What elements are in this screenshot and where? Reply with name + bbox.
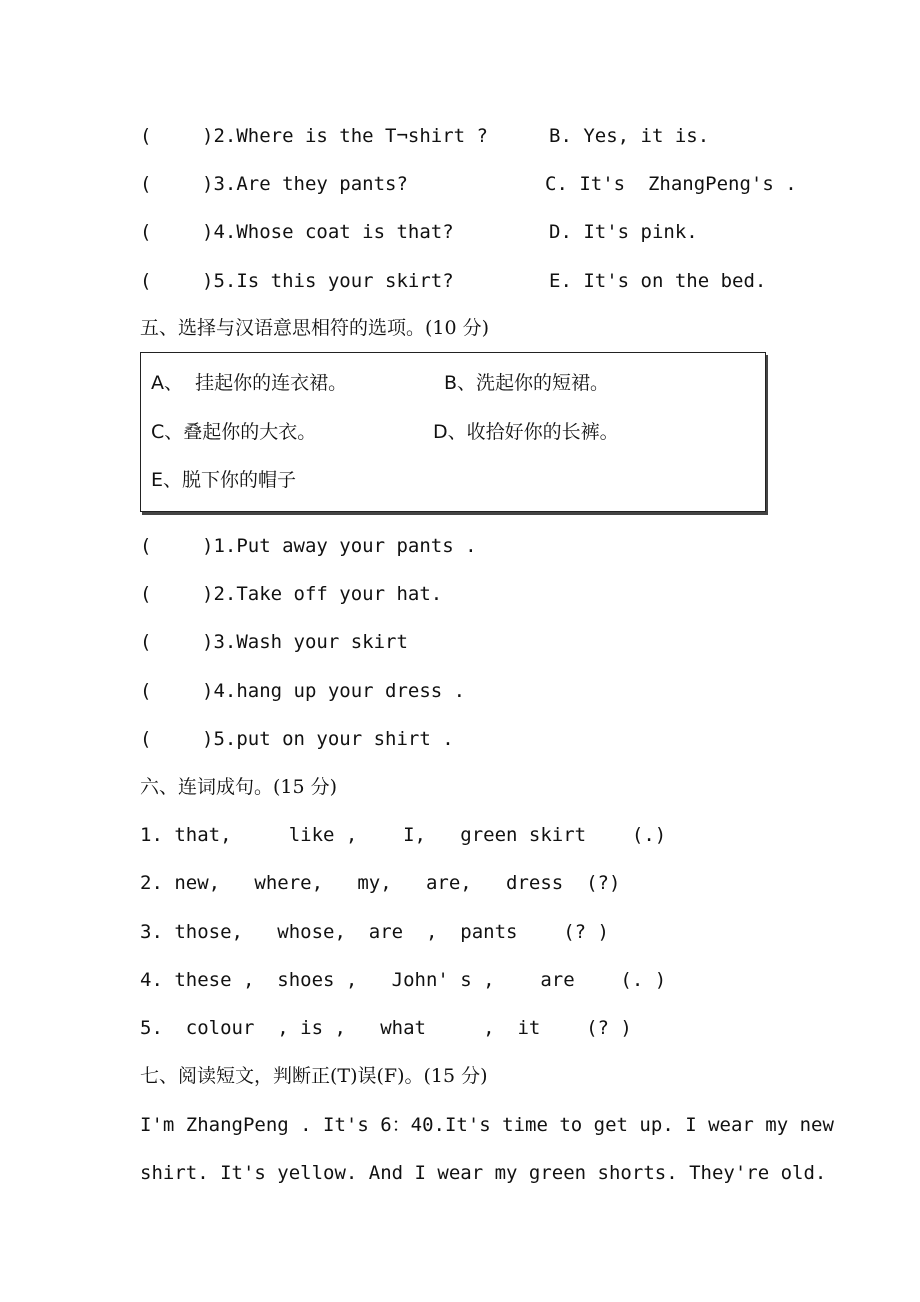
answer-blank[interactable]: ( xyxy=(140,125,152,147)
sentence-item: 2. new, where, my, are, dress (?) xyxy=(140,872,621,894)
match-answer: B. Yes, it is. xyxy=(549,125,710,147)
answer-blank[interactable]: ( xyxy=(140,583,152,605)
section5-item: ( )5.put on your shirt . xyxy=(140,728,454,750)
answer-blank[interactable]: ( xyxy=(140,173,152,195)
option-a: A、 挂起你的连衣裙。 xyxy=(151,372,348,394)
sentence-item: 3. those, whose, are , pants (? ) xyxy=(140,921,609,943)
passage-line: I'm ZhangPeng . It's 6：40.It's time to get up. I wear my new xyxy=(140,1114,834,1136)
answer-blank[interactable]: ( xyxy=(140,680,152,702)
match-question: ( )4.Whose coat is that? xyxy=(140,221,454,243)
section5-item: ( )1.Put away your pants . xyxy=(140,535,477,557)
answer-blank[interactable]: ( xyxy=(140,631,152,653)
section7-heading: 七、阅读短文，判断正(T)误(F)。(15 分) xyxy=(140,1065,488,1087)
options-box xyxy=(140,352,766,512)
section5-item: ( )2.Take off your hat. xyxy=(140,583,443,605)
match-answer: E. It's on the bed. xyxy=(549,270,767,292)
section5-heading: 五、选择与汉语意思相符的选项。(10 分) xyxy=(140,317,490,339)
option-d: D、收拾好你的长裤。 xyxy=(433,421,619,443)
section5-item: ( )3.Wash your skirt xyxy=(140,631,408,653)
option-c: C、叠起你的大衣。 xyxy=(151,421,317,443)
match-question: ( )2.Where is the T¬shirt ? xyxy=(140,125,488,147)
match-question: ( )5.Is this your skirt? xyxy=(140,270,454,292)
answer-blank[interactable]: ( xyxy=(140,270,152,292)
sentence-item: 4. these , shoes , John' s , are (. ) xyxy=(140,969,667,991)
sentence-item: 1. that, like , I, green skirt (.) xyxy=(140,824,667,846)
section6-heading: 六、连词成句。(15 分) xyxy=(140,776,338,798)
section5-item: ( )4.hang up your dress . xyxy=(140,680,466,702)
passage-line: shirt. It's yellow. And I wear my green shorts. They're old. xyxy=(140,1162,827,1184)
answer-blank[interactable]: ( xyxy=(140,221,152,243)
option-b: B、洗起你的短裙。 xyxy=(444,372,610,394)
match-answer: C. It's ZhangPeng's . xyxy=(545,173,797,195)
answer-blank[interactable]: ( xyxy=(140,535,152,557)
match-question: ( )3.Are they pants? xyxy=(140,173,408,195)
match-answer: D. It's pink. xyxy=(549,221,698,243)
sentence-item: 5. colour , is , what , it (? ) xyxy=(140,1017,632,1039)
option-e: E、脱下你的帽子 xyxy=(151,469,297,491)
answer-blank[interactable]: ( xyxy=(140,728,152,750)
